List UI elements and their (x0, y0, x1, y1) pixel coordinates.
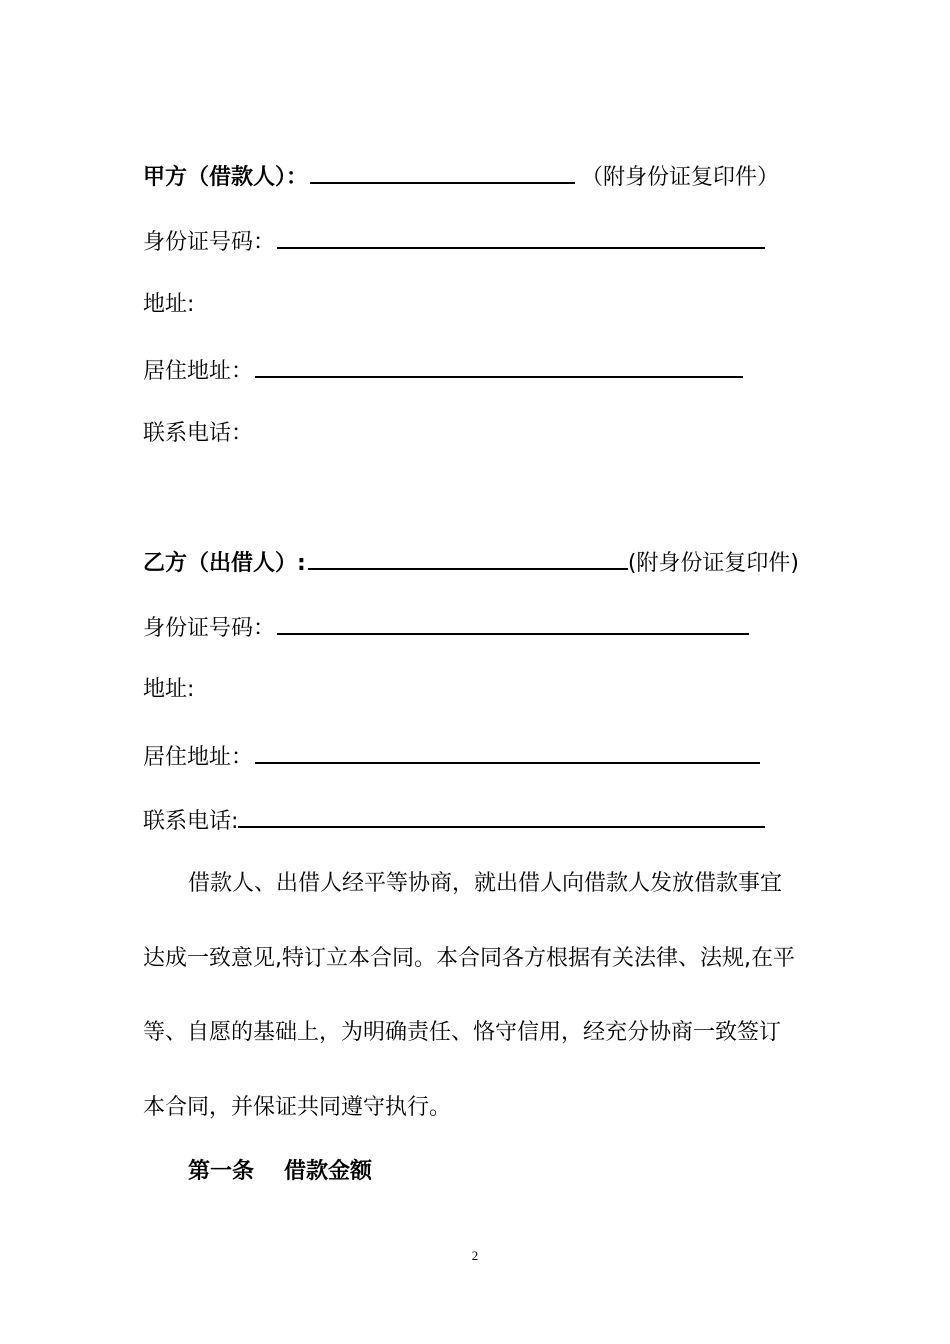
intro-line-3: 等、自愿的基础上，为明确责任、恪守信用，经充分协商一致签订 (143, 1020, 782, 1045)
intro-line-2: 达成一致意见,特订立本合同。本合同各方根据有关法律、法规,在平 (143, 946, 795, 971)
article-1-heading (188, 1157, 372, 1187)
party-b-phone-label: 联系电话: (143, 809, 239, 834)
party-b-id-label: 身份证号码： (143, 616, 276, 641)
party-a-label: 甲方（借款人）： (143, 165, 309, 190)
party-b-label: 乙方（出借人）: (143, 551, 306, 576)
party-b-address-row (143, 675, 194, 705)
party-a-address-label: 地址: (143, 292, 195, 317)
party-b-row (143, 546, 799, 579)
party-b-note: (附身份证复印件) (627, 551, 799, 576)
party-a-residence-label: 居住地址： (143, 359, 254, 384)
party-a-note: （附身份证复印件） (581, 165, 780, 190)
page-number: 2 (471, 1248, 479, 1263)
party-a-id-label: 身份证号码： (143, 230, 276, 255)
party-a-residence-row (143, 354, 743, 387)
party-b-residence-blank (255, 740, 760, 764)
intro-line-4: 本合同，并保证共同遵守执行。 (143, 1095, 452, 1120)
party-a-phone-row (143, 419, 253, 449)
party-a-id-row (143, 225, 765, 258)
party-b-name-blank (308, 546, 628, 570)
party-b-id-row (143, 611, 749, 644)
article-1-number: 第一条 (188, 1159, 255, 1184)
party-a-residence-blank (255, 354, 743, 378)
party-a-id-blank (277, 225, 765, 249)
intro-line-1: 借款人、出借人经平等协商，就出借人向借款人发放借款事宜 (188, 871, 783, 896)
party-a-name-blank (310, 160, 575, 184)
party-a-row (143, 160, 779, 193)
party-b-residence-label: 居住地址： (143, 745, 254, 770)
party-b-residence-row (143, 740, 760, 773)
party-a-phone-label: 联系电话： (143, 421, 254, 446)
party-a-address-row (143, 290, 194, 320)
party-b-id-blank (277, 611, 749, 635)
article-1-title: 借款金额 (284, 1159, 373, 1184)
party-b-phone-blank (238, 804, 765, 828)
party-b-phone-row (143, 804, 765, 837)
party-b-address-label: 地址: (143, 677, 195, 702)
